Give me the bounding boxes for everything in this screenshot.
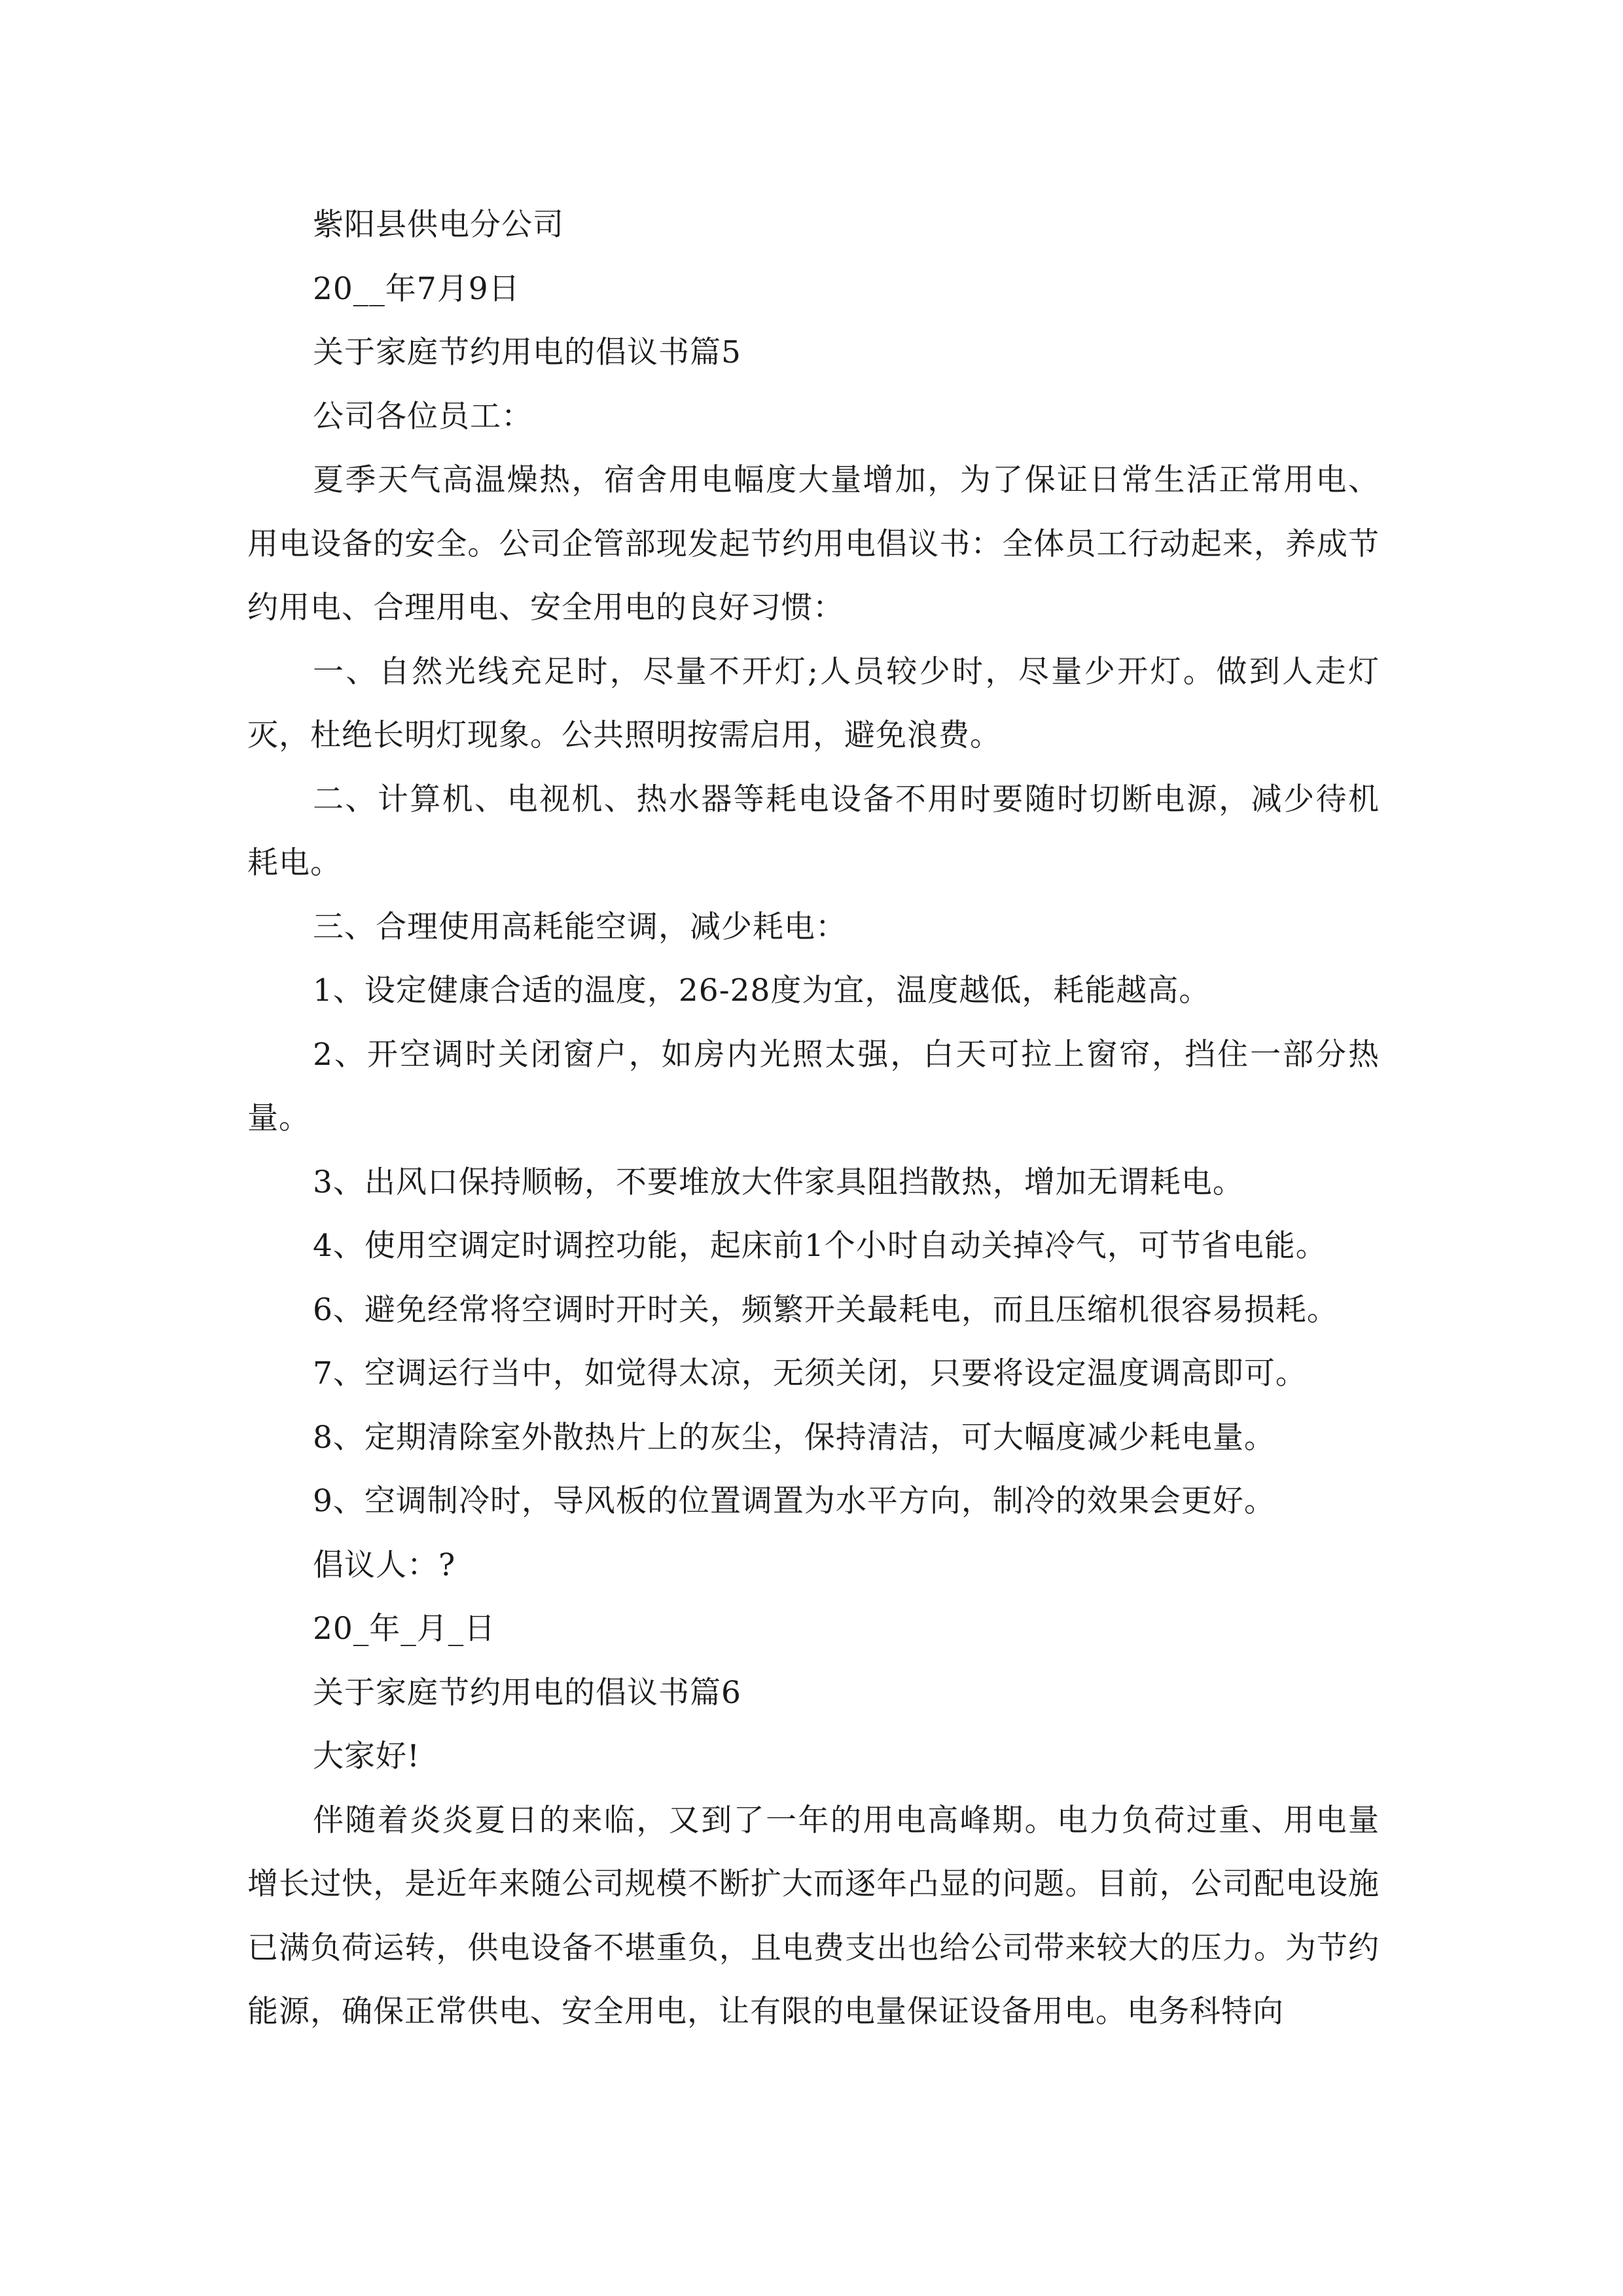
signature-company: 紫阳县供电分公司 bbox=[313, 207, 564, 243]
salutation-5: 公司各位员工： bbox=[313, 398, 533, 435]
ac-tip-9: 9、空调制冷时，导风板的位置调置为水平方向，制冷的效果会更好。 bbox=[313, 1483, 1275, 1519]
date-placeholder: 20_年_月_日 bbox=[313, 1611, 496, 1647]
ac-tip-4: 4、使用空调定时调控功能，起床前1个小时自动关掉冷气，可节省电能。 bbox=[313, 1228, 1327, 1264]
greeting-6: 大家好! bbox=[313, 1738, 420, 1774]
intro-paragraph-6: 伴随着炎炎夏日的来临，又到了一年的用电高峰期。电力负荷过重、用电量增长过快，是近年来随公司规模不断扩大而逐年凸显的问题。目前，公司配电设施已满负荷运转，供电设备不堪重负，且电费支出也给公司带来较大的压力。为节约能源，确保正常供电、安全用电，让有限的电量保证设备用电。电务科特向 bbox=[247, 1802, 1380, 2030]
ac-tip-6: 6、避免经常将空调时开时关，频繁开关最耗电，而且压缩机很容易损耗。 bbox=[313, 1291, 1338, 1328]
initiator-line: 倡议人：? bbox=[313, 1547, 456, 1583]
signature-date: 20__年7月9日 bbox=[313, 270, 520, 307]
section-title-5: 关于家庭节约用电的倡议书篇5 bbox=[313, 334, 741, 370]
item-two-paragraph: 二、计算机、电视机、热水器等耗电设备不用时要随时切断电源，减少待机耗电。 bbox=[247, 781, 1380, 881]
ac-tip-7: 7、空调运行当中，如觉得太凉，无须关闭，只要将设定温度调高即可。 bbox=[313, 1355, 1307, 1391]
ac-tip-1: 1、设定健康合适的温度，26-28度为宜，温度越低，耗能越高。 bbox=[313, 973, 1211, 1009]
item-three-heading: 三、合理使用高耗能空调，减少耗电： bbox=[313, 908, 847, 945]
ac-tip-8: 8、定期清除室外散热片上的灰尘，保持清洁，可大幅度减少耗电量。 bbox=[313, 1419, 1275, 1456]
item-one-paragraph: 一、自然光线充足时，尽量不开灯;人员较少时，尽量少开灯。做到人走灯灭，杜绝长明灯现象。公共照明按需启用，避免浪费。 bbox=[247, 653, 1380, 753]
section-title-6: 关于家庭节约用电的倡议书篇6 bbox=[313, 1674, 741, 1711]
intro-paragraph-5: 夏季天气高温燥热，宿舍用电幅度大量增加，为了保证日常生活正常用电、用电设备的安全。公司企管部现发起节约用电倡议书：全体员工行动起来，养成节约用电、合理用电、安全用电的良好习惯： bbox=[247, 462, 1380, 626]
ac-tip-2: 2、开空调时关闭窗户，如房内光照太强，白天可拉上窗帘，挡住一部分热量。 bbox=[247, 1036, 1380, 1136]
document-body bbox=[247, 193, 1380, 2044]
ac-tip-3: 3、出风口保持顺畅，不要堆放大件家具阻挡散热，增加无谓耗电。 bbox=[313, 1164, 1244, 1200]
